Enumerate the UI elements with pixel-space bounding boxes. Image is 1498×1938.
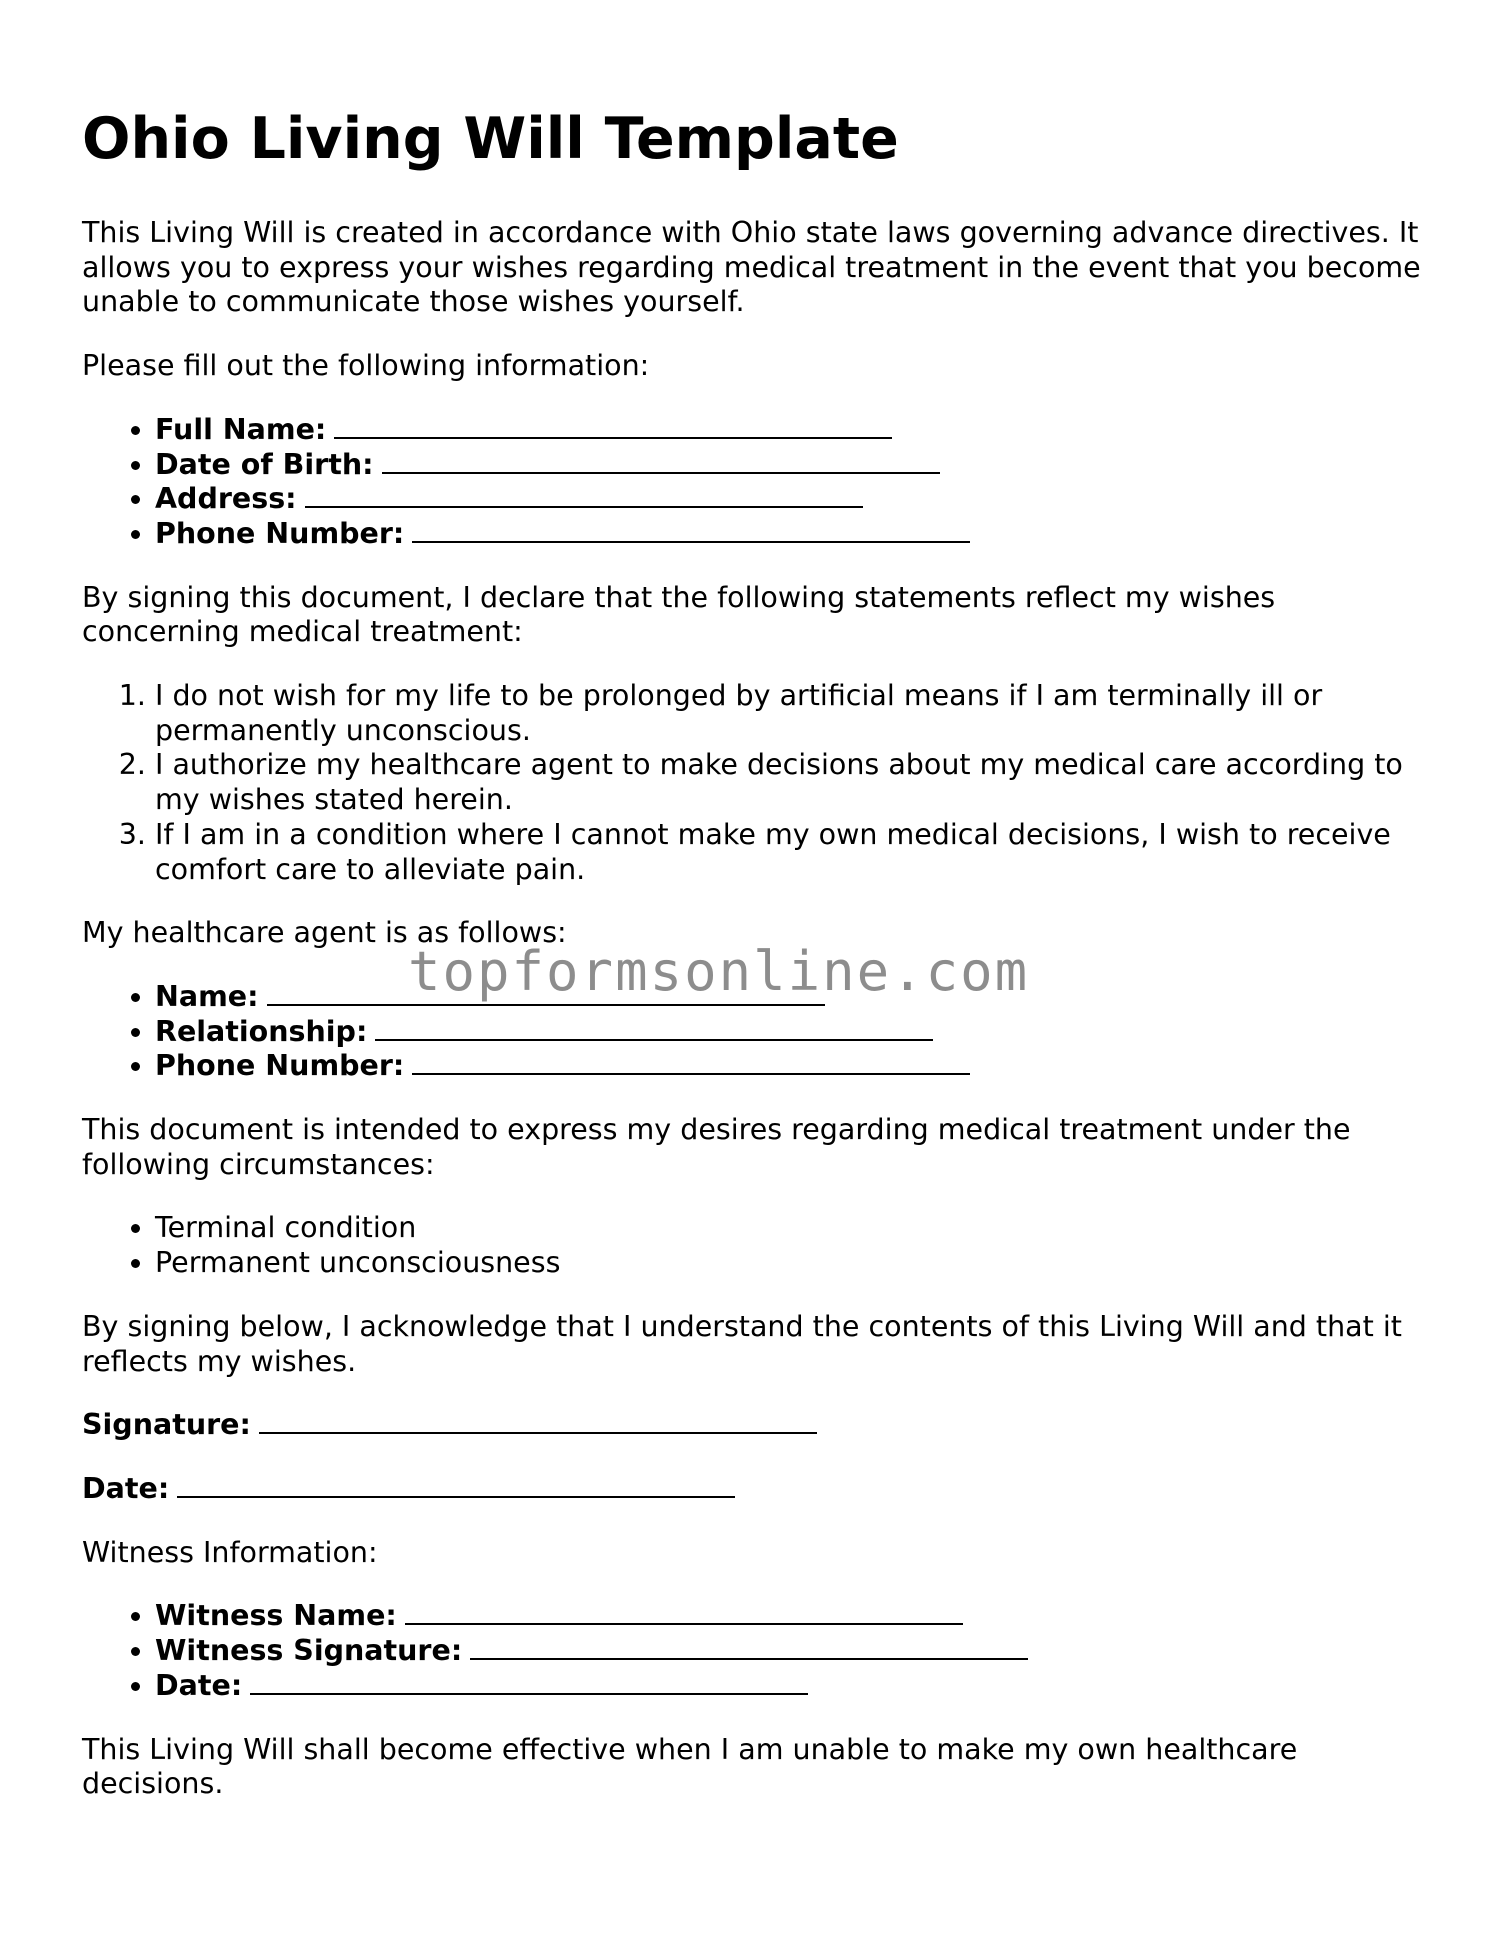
witness-name-field[interactable] xyxy=(405,1601,963,1625)
list-item: 3. If I am in a condition where I cannot make my own medical decisions, I wish to receive comfort care to alleviate pain. xyxy=(155,818,1422,887)
phone-field[interactable] xyxy=(412,519,970,543)
page-title: Ohio Living Will Template xyxy=(82,106,899,172)
agent-relationship-label: Relationship: xyxy=(155,1014,368,1048)
signature-field[interactable] xyxy=(259,1410,817,1434)
address-label: Address: xyxy=(155,482,297,516)
witness-signature-field[interactable] xyxy=(470,1636,1028,1660)
list-item: • Terminal condition xyxy=(155,1211,1422,1246)
fill-prompt: Please fill out the following information: xyxy=(82,349,650,383)
list-item: 2. I authorize my healthcare agent to make decisions about my medical care according to my wishes stated herein. xyxy=(155,748,1422,817)
agent-intro: My healthcare agent is as follows: xyxy=(82,916,567,950)
list-item xyxy=(155,1015,1422,1050)
witness-list xyxy=(82,1599,1422,1703)
witness-signature-label: Witness Signature: xyxy=(155,1634,463,1668)
agent-phone-field[interactable] xyxy=(412,1051,970,1075)
address-field[interactable] xyxy=(305,484,863,508)
dob-field[interactable] xyxy=(382,450,940,474)
list-item xyxy=(155,1634,1422,1669)
circumstances-intro: This document is intended to express my desires regarding medical treatment under the following circumstances: xyxy=(82,1113,1351,1181)
agent-phone-label: Phone Number: xyxy=(155,1049,405,1083)
witness-date-label: Date: xyxy=(155,1668,243,1702)
list-item xyxy=(155,482,1422,517)
date-label: Date: xyxy=(82,1471,170,1505)
phone-label: Phone Number: xyxy=(155,516,405,550)
list-item xyxy=(155,517,1422,552)
personal-info-list xyxy=(82,413,1422,552)
agent-name-label: Name: xyxy=(155,979,259,1013)
full-name-label: Full Name: xyxy=(155,412,327,446)
date-field[interactable] xyxy=(177,1474,735,1498)
witness-name-label: Witness Name: xyxy=(155,1599,397,1633)
circumstances-list xyxy=(82,1211,1422,1280)
full-name-field[interactable] xyxy=(334,415,892,439)
list-item xyxy=(155,1669,1422,1704)
effective-paragraph: This Living Will shall become effective when I am unable to make my own healthcare decisions. xyxy=(82,1732,1298,1801)
watermark: topformsonline.com xyxy=(408,940,1030,1003)
intro-paragraph: This Living Will is created in accordance with Ohio state laws governing advance directives. It allows you to express your wishes regarding medical treatment in the event that you become unable to communicate those wishes yourself. xyxy=(82,216,1421,319)
list-item xyxy=(155,413,1422,448)
list-item: 1. I do not wish for my life to be prolonged by artificial means if I am terminally ill or permanently unconscious. xyxy=(155,679,1422,748)
declaration-paragraph: By signing this document, I declare that the following statements reflect my wishes concerning medical treatment: xyxy=(82,580,1276,649)
signature-line xyxy=(82,1408,1422,1443)
list-item: • Permanent unconsciousness xyxy=(155,1246,1422,1281)
acknowledge-paragraph: By signing below, I acknowledge that I understand the contents of this Living Will and that it reflects my wishes. xyxy=(82,1309,1402,1378)
witness-date-field[interactable] xyxy=(250,1671,808,1695)
date-line xyxy=(82,1472,1422,1507)
list-item xyxy=(155,1599,1422,1634)
list-item xyxy=(155,1049,1422,1084)
witness-intro: Witness Information: xyxy=(82,1535,378,1569)
dob-label: Date of Birth: xyxy=(155,447,374,481)
agent-relationship-field[interactable] xyxy=(375,1017,933,1041)
statements-list xyxy=(82,679,1422,887)
list-item xyxy=(155,448,1422,483)
signature-label: Signature: xyxy=(82,1408,251,1442)
